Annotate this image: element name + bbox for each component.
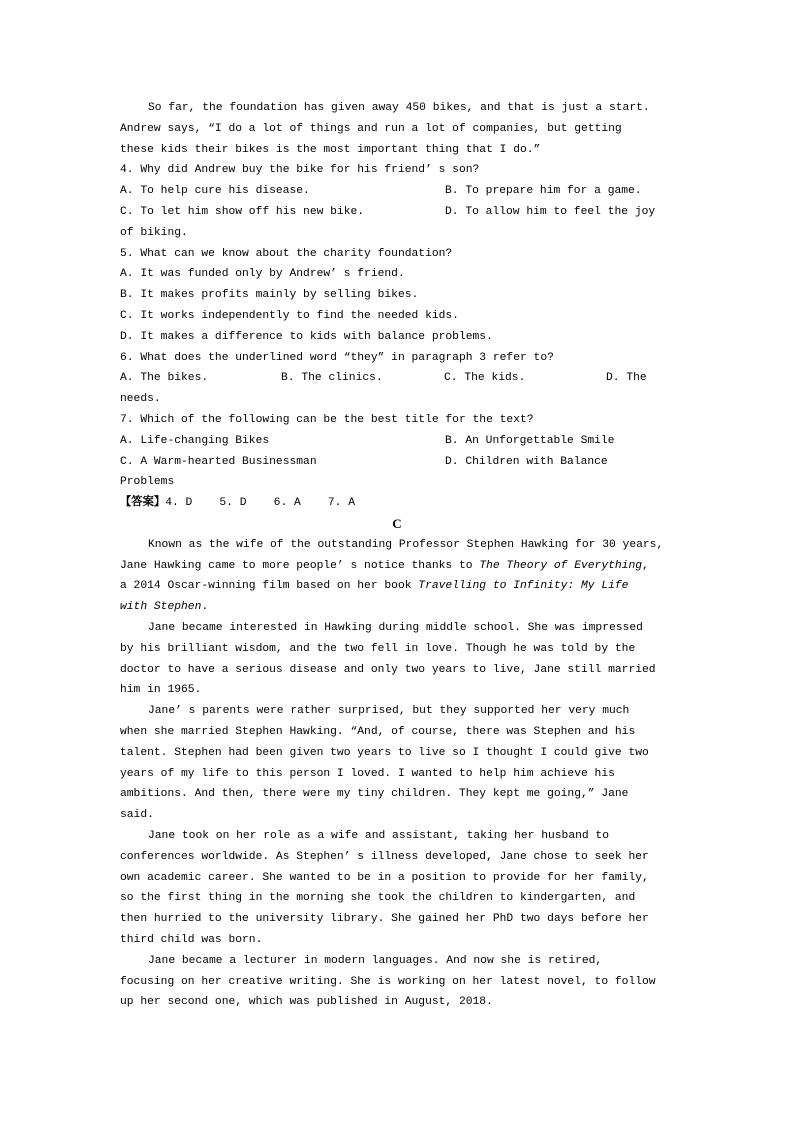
text-line: C. It works independently to find the needed kids. [120,310,459,322]
text-line: So far, the foundation has given away 450 bikes, and that is just a start. [148,102,650,114]
text-line: Problems [120,476,175,489]
text-line: him in 1965. [120,684,202,697]
text-line [120,597,208,617]
answer-option: A. The bikes. [120,372,209,385]
italic-title: Travelling to Infinity: My Life [418,580,629,593]
text-segment: , [642,559,649,572]
text-line: up her second one, which was published in August, 2018. [120,996,493,1009]
text-line: Jane’ s parents were rather surprised, but they supported her very much [148,705,630,718]
text-line: when she married Stephen Hawking. “And, of course, there was Stephen and his [120,726,636,738]
text-segment: Jane Hawking came to more people’ s notice thanks to [120,559,480,572]
text-line: 5. What can we know about the charity foundation? [120,247,453,260]
text-line: Jane became interested in Hawking during middle school. She was impressed [148,622,643,634]
text-line: doctor to have a serious disease and only two years to live, Jane still married [120,663,656,676]
text-line [120,576,628,596]
text-line: Jane became a lecturer in modern languages. And now she is retired, [148,954,603,967]
answer-option: A. Life-changing Bikes [120,434,270,447]
answer-option: D. Children with Balance [445,455,608,468]
text-segment: . [201,601,209,614]
text-segment: 【答案】 [120,497,166,510]
text-line: Andrew says, “I do a lot of things and run a lot of companies, but getting [120,122,622,135]
answer-option: B. The clinics. [281,372,383,385]
text-line: then hurried to the university library. She gained her PhD two days before her [120,913,649,926]
answer-option: A. To help cure his disease. [120,185,310,198]
text-line [120,556,649,576]
italic-title: with Stephen [120,601,202,614]
answer-option: C. The kids. [444,372,526,385]
text-line: so the first thing in the morning she took the children to kindergarten, and [120,892,636,905]
text-line: Jane took on her role as a wife and assistant, taking her husband to [148,830,609,842]
text-segment: a 2014 Oscar-winning film based on her book [120,580,419,593]
text-line: 6. What does the underlined word “they” in paragraph 3 refer to? [120,351,554,364]
text-line: own academic career. She wanted to be in a position to provide for her family, [120,871,649,884]
answer-key [120,493,355,513]
answer-option: B. To prepare him for a game. [445,185,642,198]
answer-option: D. To allow him to feel the joy [445,206,656,218]
text-line: conferences worldwide. As Stephen’ s illness developed, Jane chose to seek her [120,850,649,863]
text-line: Known as the wife of the outstanding Professor Stephen Hawking for 30 years, [148,538,664,551]
text-line: of biking. [120,226,188,239]
text-line: 7. Which of the following can be the best title for the text? [120,414,534,426]
text-line: B. It makes profits mainly by selling bikes. [120,289,419,302]
text-line: years of my life to this person I loved. I wanted to help him achieve his [120,767,615,780]
text-line: ambitions. And then, there were my tiny children. They kept me going,” Jane [120,788,629,801]
answer-option: C. To let him show off his new bike. [120,206,365,218]
answer-option: C. A Warm-hearted Businessman [120,455,317,468]
text-line: talent. Stephen had been given two years to live so I thought I could give two [120,746,649,759]
text-line: by his brilliant wisdom, and the two fell in love. Though he was told by the [120,642,636,655]
text-line: third child was born. [120,934,263,946]
text-line: A. It was funded only by Andrew’ s friend. [120,268,405,281]
section-heading: C [392,516,402,531]
answer-option: D. The [606,372,647,385]
text-line: 4. Why did Andrew buy the bike for his friend’ s son? [120,164,480,177]
text-line: needs. [120,393,161,406]
text-segment: 4. D 5. D 6. A 7. A [165,497,356,510]
italic-title: The Theory of Everything [479,559,643,572]
answer-option: B. An Unforgettable Smile [445,434,615,447]
text-line: focusing on her creative writing. She is working on her latest novel, to follow [120,975,656,988]
text-line: these kids their bikes is the most important thing that I do.” [120,143,541,156]
text-line: D. It makes a difference to kids with balance problems. [120,330,493,343]
text-line: said. [120,809,154,822]
